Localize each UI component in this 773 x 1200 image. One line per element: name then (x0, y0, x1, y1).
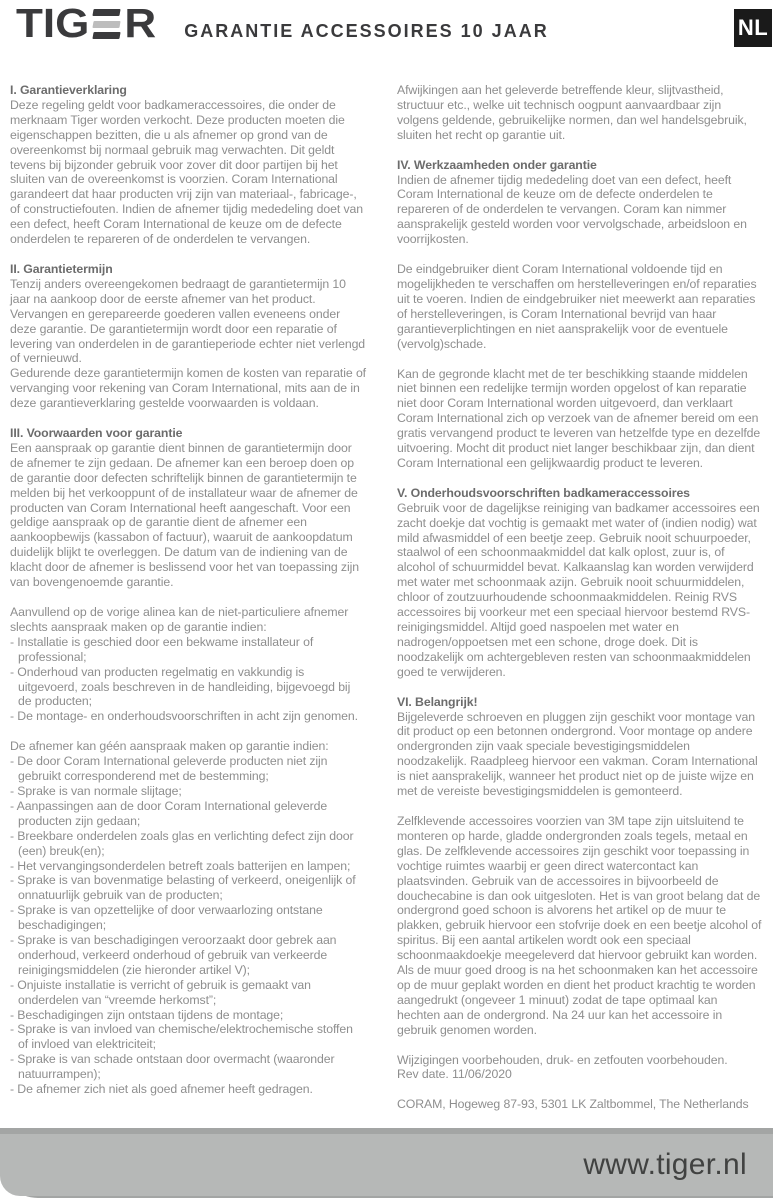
tiger-logo-text-right: R (124, 1, 157, 47)
page-title: GARANTIE ACCESSOIRES 10 JAAR (184, 21, 549, 41)
list-item: - Sprake is van normale slijtage; (10, 783, 182, 798)
section-4-paragraph-2: De eindgebruiker dient Coram International voldoende tijd en mogelijkheden te verschaffen om herstelleveringen en/of reparaties uit te voeren. Indien de eindgebruiker niet meewerkt aan reparaties of herstelleveringen, is Coram International bevrijd van haar garantieverplichtingen en niet aansprakelijk voor de eventuele (vervolg)schade. (397, 262, 757, 351)
footer-bar (0, 1134, 773, 1196)
section-3-heading: III. Voorwaarden voor garantie (10, 426, 183, 441)
language-badge: NL (734, 9, 772, 47)
list-item: - De afnemer zich niet als goed afnemer heeft gedragen. (10, 1082, 313, 1097)
section-4-paragraph-3: Kan de gegronde klacht met de ter beschikking staande middelen niet binnen een redelijke termijn worden opgelost of kan reparatie niet door Coram International worden uitgevoerd, dan verklaart Coram International zich op verzoek van de afnemer bereid om een gratis vervangend product te leveren van hetzelfde type en dezelfde uitvoering. Mocht dit product niet langer beschikbaar zijn, dan dient Coram International een gelijkwaardig product te leveren. (397, 366, 761, 470)
section-2-paragraph-3: Gedurende deze garantietermijn komen de kosten van reparatie of vervanging voor rekening van Coram International, mits aan de in deze garantieverklaring gestelde voorwaarden is voldaan. (10, 366, 366, 411)
list-item: - Breekbare onderdelen zoals glas en verlichting defect zijn door (een) breuk(en); (10, 828, 354, 858)
section-6-paragraph-1: Bijgeleverde schroeven en pluggen zijn geschikt voor montage van dit product op een betonnen ondergrond. Voor montage op andere ondergronden zijn vaak speciale bevestigingsmiddelen noodzakelijk. Raadpleeg hiervoor een vakman. Coram International is niet aansprakelijk, wanneer het product niet op de juiste wijze en met de vereiste bevestigingsmiddelen is gemonteerd. (397, 709, 758, 799)
list-item: - Beschadigingen zijn ontstaan tijdens de montage; (10, 1007, 284, 1022)
warranty-conditions-list (10, 635, 366, 724)
section-6-heading: VI. Belangrijk! (397, 694, 478, 709)
warranty-exclusions-list (10, 754, 366, 1097)
section-3-paragraph: Een aanspraak op garantie dient binnen de garantietermijn door de afnemer te zijn gedaan. De afnemer kan een beroep doen op de garantie door defecten schriftelijk binnen de garantietermijn te melden bij het verkooppunt of de installateur waar de afnemer de producten van Coram International heeft aangeschaft. Voor een geldige aanspraak op de garantie dient de afnemer een aankoopbewijs (kassabon of factuur), waaruit de aankoopdatum duidelijk blijkt te overleggen. De datum van de indiening van de klacht door de afnemer is beslissend voor het van toepassing zijn van bovengenoemde garantie. (10, 440, 359, 590)
list-item: - Het vervangingsonderdelen betreft zoals batterijen en lampen; (10, 858, 351, 873)
deviations-paragraph: Afwijkingen aan het geleverde betreffende kleur, slijtvastheid, structuur etc., welke uit technisch oogpunt aanvaardbaar zijn volgens geldende, gebruikelijke normen, dan wel handelsgebruik, sluiten het recht op garantie uit. (397, 83, 747, 142)
right-column (397, 83, 762, 1112)
left-column (10, 83, 366, 1112)
company-address: CORAM, Hogeweg 87-93, 5301 LK Zaltbommel, The Netherlands (397, 1097, 749, 1112)
list-item: - Sprake is van invloed van chemische/elektrochemische stoffen of invloed van elektriciteit; (10, 1022, 353, 1052)
list-item: - Sprake is van beschadigingen veroorzaakt door gebrek aan onderhoud, verkeerd onderhoud of gebruik van verkeerde reinigingsmiddelen (zie hieronder artikel V); (10, 933, 337, 977)
section-3-intro-2: De afnemer kan géén aanspraak maken op garantie indien: (10, 739, 329, 754)
list-item: - Sprake is van bovenmatige belasting of verkeerd, oneigenlijk of onnatuurlijk gebruik van de producten; (10, 873, 356, 903)
revision-date: Rev date. 11/06/2020 (397, 1067, 512, 1082)
section-2-heading: II. Garantietermijn (10, 261, 113, 276)
section-2-paragraph-1: Tenzij anders overeengekomen bedraagt de garantietermijn 10 jaar na aankoop door de eerste afnemer van het product. (10, 276, 346, 306)
section-1-heading: I. Garantieverklaring (10, 83, 127, 97)
list-item: - Sprake is van opzettelijke of door verwaarlozing ontstane beschadigingen; (10, 903, 323, 933)
list-item: - Onjuiste installatie is verricht of gebruik is gemaakt van onderdelen van “vreemde herkomst”; (10, 977, 311, 1007)
list-item: - Aanpassingen aan de door Coram International geleverde producten zijn gedaan; (10, 798, 328, 828)
section-5-paragraph: Gebruik voor de dagelijkse reiniging van badkamer accessoires een zacht doekje dat vochtig is gemaakt met water of (indien nodig) wat mild afwasmiddel of een beetje zeep. Gebruik nooit schuurpoeder, staalwol of een schoonmaakmiddel dat kalk oplost, zuur is, of alcohol of schuurmiddel bevat. Kalkaanslag kan worden verwijderd met water met schoonmaak azijn. Gebruik nooit schuurmiddelen, chloor of zoutzuurhoudende schoonmaakmiddelen. Reinig RVS accessoires bij voorkeur met een speciaal hiervoor bestemd RVS-reinigingsmiddel. Altijd goed naspoelen met water en nadrogen/oppoetsen met een schone, droge doek. Dit is noodzakelijk om achtergebleven resten van schoonmaakmiddelen goed te verwijderen. (397, 500, 760, 679)
website-url: www.tiger.nl (583, 1148, 747, 1181)
section-6-paragraph-2: Zelfklevende accessoires voorzien van 3M tape zijn uitsluitend te monteren op harde, gladde ondergronden zoals tegels, metaal en glas. De zelfklevende accessoires zijn geschikt voor toepassing in vochtige ruimtes waarbij er geen direct watercontact kan plaatsvinden. Gebruik van de accessoires in bijvoorbeeld de douchecabine is dan ook uitgesloten. Het is van groot belang dat de ondergrond goed schoon is alvorens het artikel op de muur te plakken, gebruik hiervoor een stofvrije doek en een beetje alcohol of spiritus. Bij een aantal artikelen wordt ook een speciaal schoonmaakdoekje meegeleverd dat hiervoor gebruikt kan worden. Als de muur goed droog is na het schoonmaken kan het accessoire op de muur geplakt worden en dient het product krachtig te worden aangedrukt (ongeveer 1 minuut) zodat de tape optimaal kan hechten aan de ondergrond. Na 24 uur kan het accessoire in gebruik genomen worden. (397, 813, 762, 1037)
list-item: - De door Coram International geleverde producten niet zijn gebruikt corresponderend met de bestemming; (10, 754, 328, 784)
list-item: - Onderhoud van producten regelmatig en vakkundig is uitgevoerd, zoals beschreven in de handleiding, bijgevoegd bij de producten; (10, 664, 351, 709)
logo-bar-top (93, 9, 121, 16)
tiger-logo-text-left: TIG (16, 1, 90, 47)
list-item: - Sprake is van schade ontstaan door overmacht (waaronder natuurrampen); (10, 1052, 335, 1082)
section-5-heading: V. Onderhoudsvoorschriften badkameraccessoires (397, 485, 690, 500)
revision-notice: Wijzigingen voorbehouden, druk- en zetfouten voorbehouden. (397, 1052, 728, 1067)
section-3-intro-1: Aanvullend op de vorige alinea kan de niet-particuliere afnemer slechts aanspraak maken op de garantie indien: (10, 605, 349, 634)
section-2-paragraph-2: Vervangen en gerepareerde goederen vallen eveneens onder deze garantie. De garantietermijn wordt door een reparatie of levering van onderdelen in de garantieperiode echter niet verlengd of vernieuwd. (10, 306, 366, 366)
section-1-paragraph: Deze regeling geldt voor badkameraccessoires, die onder de merknaam Tiger worden verkocht. Deze producten moeten die eigenschappen bezitten, die u als afnemer op grond van de overeenkomst bij normaal gebruik mag verwachten. Dit geldt tevens bij bijzonder gebruik voor zover dit door partijen bij het sluiten van de overeenkomst is voorzien. Coram International garandeert dat haar producten vrij zijn van materiaal-, fabricage-, of constructiefouten. Indien de afnemer tijdig mededeling doet van een defect, heeft Coram International de keuze om de defecte onderdelen te repareren of de onderdelen te vervangen. (10, 97, 363, 247)
list-item: - Installatie is geschied door een bekwame installateur of professional; (10, 634, 314, 664)
section-4-heading: IV. Werkzaamheden onder garantie (397, 157, 597, 172)
document-body (10, 83, 762, 1112)
section-4-paragraph-1: Indien de afnemer tijdig mededeling doet van een defect, heeft Coram International de keuze om de defecte onderdelen te repareren of de onderdelen te vervangen. Coram kan nimmer aansprakelijk gesteld worden voor vervolgschade, arbeidsloon en voorrijkosten. (397, 172, 747, 247)
list-item: - De montage- en onderhoudsvoorschriften in acht zijn genomen. (10, 709, 358, 724)
